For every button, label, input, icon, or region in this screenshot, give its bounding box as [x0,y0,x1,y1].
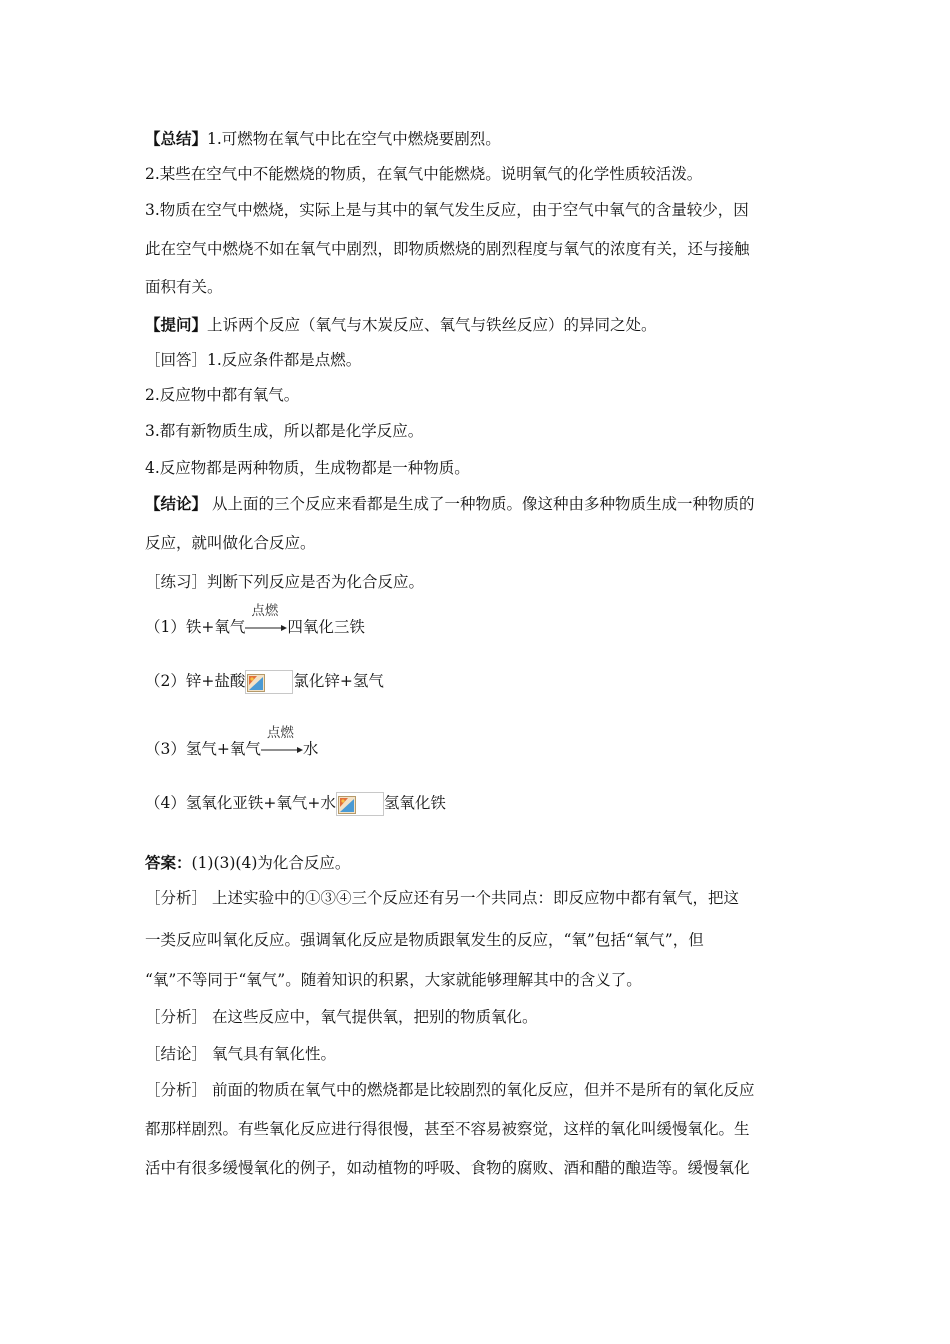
reaction-3-reactants: （3）氢气+氧气 [145,740,261,758]
conclusion1-text-1: 从上面的三个反应来看都是生成了一种物质。像这种由多种物质生成一种物质的 [207,495,755,513]
conclusion2-tag: ［结论］ [145,1045,208,1063]
key-label: 答案： [145,853,192,872]
right-arrow-icon [261,746,303,754]
analysis2-text: 在这些反应中，氧气提供氧，把别的物质氧化。 [207,1008,538,1026]
exercise-tag: ［练习］ [145,573,208,591]
reaction-1-reactants: （1）铁+氧气 [145,618,246,636]
answer-line-3: 3.都有新物质生成，所以都是化学反应。 [145,422,424,440]
conclusion1-line-1 [145,495,754,513]
conclusion1-line-2: 反应，就叫做化合反应。 [145,534,316,552]
reaction-4-reactants: （4）氢氧化亚铁+氧气+水 [145,794,336,812]
analysis2-line [145,1008,537,1026]
key-text: (1)(3)(4)为化合反应。 [191,854,351,872]
reaction-1-condition: 点燃 [251,603,279,619]
analysis3-line-2: 都那样剧烈。有些氧化反应进行得很慢，甚至不容易被察觉，这样的氧化叫缓慢氧化。生 [145,1120,750,1138]
reaction-3-arrow [261,725,303,758]
broken-image-icon [338,796,356,814]
reaction-1-products: 四氧化三铁 [287,618,365,636]
right-arrow-icon [245,624,287,632]
exercise-text: 判断下列反应是否为化合反应。 [207,573,425,591]
summary-text-1: 1.可燃物在氧气中比在空气中燃烧要剧烈。 [207,130,501,148]
answer-text-1: 1.反应条件都是点燃。 [207,351,362,369]
summary-line-1 [145,130,501,148]
analysis1-text-1: 上述实验中的①③④三个反应还有另一个共同点：即反应物中都有氧气，把这 [207,889,739,907]
answer-line-4: 4.反应物都是两种物质，生成物都是一种物质。 [145,459,470,477]
analysis1-line-1 [145,889,739,907]
reaction-4 [145,794,446,812]
analysis3-line-3: 活中有很多缓慢氧化的例子，如动植物的呼吸、食物的腐败、酒和醋的酿造等。缓慢氧化 [145,1159,750,1177]
summary-tag: 【总结】 [145,129,208,148]
analysis1-tag: ［分析］ [145,889,208,907]
reaction-2 [145,672,384,690]
missing-image-placeholder [336,792,384,816]
answer-tag: ［回答］ [145,351,208,369]
broken-image-icon [247,674,265,692]
reaction-3-condition: 点燃 [266,725,294,741]
analysis1-line-2: 一类反应叫氧化反应。强调氧化反应是物质跟氧发生的反应，“氧”包括“氧气”，但 [145,931,704,949]
exercise-line [145,573,424,591]
reaction-1 [145,603,365,636]
reaction-2-products: 氯化锌+氢气 [293,672,384,690]
reaction-4-products: 氢氧化铁 [383,794,446,812]
analysis3-line-1 [145,1081,754,1099]
conclusion2-line [145,1045,336,1063]
question-text: 上诉两个反应（氧气与木炭反应、氧气与铁丝反应）的异同之处。 [207,316,657,334]
reaction-2-reactants: （2）锌+盐酸 [145,672,246,690]
answer-line-2: 2.反应物中都有氧气。 [145,386,300,404]
reaction-1-arrow [245,603,287,636]
summary-line-3b: 此在空气中燃烧不如在氧气中剧烈，即物质燃烧的剧烈程度与氧气的浓度有关，还与接触 [145,240,750,258]
analysis2-tag: ［分析］ [145,1008,208,1026]
key-line [145,854,350,872]
question-tag: 【提问】 [145,315,208,334]
analysis1-line-3: “氧”不等同于“氧气”。随着知识的积累，大家就能够理解其中的含义了。 [145,971,642,989]
reaction-3-products: 水 [302,740,319,758]
summary-line-3a: 3.物质在空气中燃烧，实际上是与其中的氧气发生反应，由于空气中氧气的含量较少，因 [145,201,749,219]
conclusion2-text: 氧气具有氧化性。 [207,1045,336,1063]
summary-line-2: 2.某些在空气中不能燃烧的物质，在氧气中能燃烧。说明氧气的化学性质较活泼。 [145,165,703,183]
reaction-3 [145,725,319,758]
answer-line-1 [145,351,361,369]
analysis3-tag: ［分析］ [145,1081,208,1099]
summary-line-3c: 面积有关。 [145,278,223,296]
question-line [145,316,657,334]
analysis3-text-1: 前面的物质在氧气中的燃烧都是比较剧烈的氧化反应，但并不是所有的氧化反应 [207,1081,755,1099]
conclusion1-tag: 【结论】 [145,494,208,513]
missing-image-placeholder [245,670,293,694]
